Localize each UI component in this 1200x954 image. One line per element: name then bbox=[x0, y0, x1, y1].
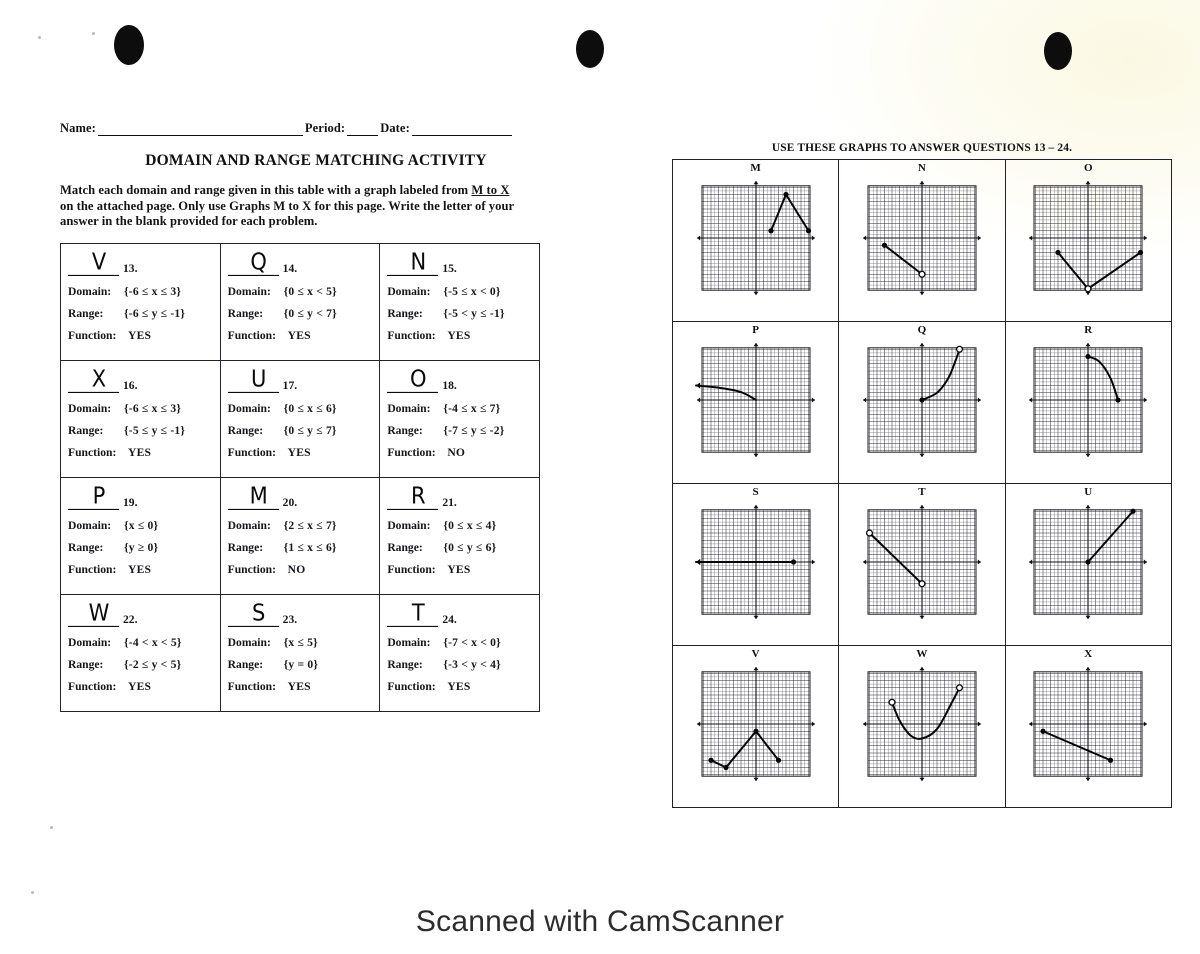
graph-row bbox=[673, 646, 1172, 808]
scan-speck bbox=[92, 32, 95, 35]
domain-value: {-4 ≤ x ≤ 7} bbox=[443, 401, 501, 415]
domain-value: {x ≤ 5} bbox=[283, 635, 318, 649]
instructions bbox=[60, 183, 572, 230]
answer-row bbox=[228, 366, 373, 393]
closed-endpoint bbox=[1041, 729, 1046, 734]
problem-cell-15 bbox=[380, 243, 540, 360]
page-title: DOMAIN AND RANGE MATCHING ACTIVITY bbox=[145, 152, 487, 169]
answer-blank[interactable]: V bbox=[68, 250, 119, 276]
problem-number: 15. bbox=[442, 261, 457, 275]
graph-label: R bbox=[1084, 324, 1093, 336]
instructions-underlined-range: M to X bbox=[471, 183, 510, 197]
graph-label: U bbox=[1084, 486, 1093, 498]
graph-row bbox=[673, 160, 1172, 322]
domain-line bbox=[68, 636, 213, 649]
graph-plot-t bbox=[856, 498, 988, 626]
domain-label: Domain: bbox=[227, 518, 271, 532]
range-value: {-7 ≤ y ≤ -2} bbox=[443, 423, 505, 437]
range-value: {-5 < y ≤ -1} bbox=[443, 306, 505, 320]
function-label: Function: bbox=[227, 445, 276, 459]
problem-cell-23 bbox=[220, 594, 380, 711]
answer-row bbox=[68, 366, 213, 393]
range-label: Range: bbox=[227, 423, 264, 437]
function-value: YES bbox=[287, 679, 311, 693]
student-info-row bbox=[60, 118, 572, 136]
graph-panel-heading: USE THESE GRAPHS TO ANSWER QUESTIONS 13 – 24. bbox=[771, 142, 1073, 154]
domain-line bbox=[68, 402, 213, 415]
answer-blank[interactable]: T bbox=[387, 601, 438, 627]
range-line bbox=[387, 658, 532, 671]
range-line bbox=[68, 424, 213, 437]
domain-value: {0 ≤ x < 5} bbox=[283, 284, 337, 298]
function-label: Function: bbox=[387, 328, 436, 342]
range-label: Range: bbox=[68, 423, 104, 437]
closed-endpoint bbox=[882, 243, 887, 248]
range-value: {-3 < y < 4} bbox=[443, 657, 501, 671]
open-endpoint bbox=[919, 581, 925, 587]
graph-plot-m bbox=[690, 174, 822, 302]
problem-cell-22 bbox=[61, 594, 221, 711]
graph-plot-w bbox=[856, 660, 988, 788]
range-label: Range: bbox=[68, 540, 104, 554]
problem-number: 20. bbox=[282, 495, 298, 509]
answer-row bbox=[387, 366, 532, 393]
closed-endpoint bbox=[806, 228, 811, 233]
range-label: Range: bbox=[227, 540, 264, 554]
answer-blank[interactable]: M bbox=[228, 484, 279, 510]
range-line bbox=[387, 541, 532, 554]
answer-blank[interactable]: P bbox=[68, 484, 119, 510]
domain-value: {-6 ≤ x ≤ 3} bbox=[124, 401, 182, 415]
instructions-part1: Match each domain and range given in this table with a graph labeled from bbox=[60, 183, 472, 197]
graph-cell-s[interactable] bbox=[673, 484, 839, 646]
function-label: Function: bbox=[227, 562, 276, 576]
scan-speck bbox=[31, 891, 34, 894]
open-endpoint bbox=[1085, 286, 1091, 292]
graph-cell-v[interactable] bbox=[673, 646, 839, 808]
closed-endpoint bbox=[1138, 250, 1143, 255]
graph-plot-o bbox=[1022, 174, 1154, 302]
graph-row bbox=[673, 322, 1172, 484]
closed-endpoint bbox=[1056, 250, 1061, 255]
function-value: YES bbox=[128, 445, 152, 459]
graph-cell-p[interactable] bbox=[673, 322, 839, 484]
closed-endpoint bbox=[1108, 758, 1113, 763]
closed-endpoint bbox=[753, 729, 758, 734]
range-label: Range: bbox=[68, 657, 104, 671]
range-line bbox=[228, 541, 373, 554]
problem-number: 24. bbox=[442, 612, 457, 626]
graph-label: Q bbox=[917, 324, 927, 336]
domain-label: Domain: bbox=[68, 635, 112, 649]
answer-row bbox=[68, 600, 213, 627]
graph-cell-m[interactable] bbox=[673, 160, 839, 322]
function-line bbox=[228, 329, 373, 342]
function-value: YES bbox=[128, 328, 152, 342]
domain-value: {x ≤ 0} bbox=[124, 518, 159, 532]
closed-endpoint bbox=[1086, 354, 1091, 359]
graph-label: M bbox=[750, 162, 761, 174]
range-label: Range: bbox=[227, 657, 264, 671]
function-value: YES bbox=[128, 679, 152, 693]
answer-blank[interactable]: X bbox=[68, 367, 119, 393]
problem-cell-14 bbox=[220, 243, 380, 360]
function-value: YES bbox=[447, 679, 471, 693]
function-line bbox=[68, 680, 213, 693]
range-label: Range: bbox=[387, 423, 423, 437]
domain-line bbox=[68, 519, 213, 532]
function-line bbox=[68, 329, 213, 342]
domain-value: {-4 < x < 5} bbox=[124, 635, 182, 649]
domain-value: {0 ≤ x ≤ 4} bbox=[443, 518, 497, 532]
scan-speck bbox=[38, 36, 41, 39]
period-label: Period: bbox=[304, 121, 346, 135]
function-line bbox=[387, 563, 532, 576]
answer-blank[interactable]: Q bbox=[228, 250, 279, 276]
hole-punch-left bbox=[114, 25, 144, 65]
problem-cell-20 bbox=[220, 477, 380, 594]
graph-plot-v bbox=[690, 660, 822, 788]
range-line bbox=[228, 424, 373, 437]
domain-line bbox=[228, 285, 373, 298]
problem-number: 22. bbox=[123, 612, 138, 626]
problem-cell-21 bbox=[380, 477, 540, 594]
closed-endpoint bbox=[1131, 509, 1136, 514]
range-line bbox=[387, 307, 532, 320]
graph-plot-q bbox=[856, 336, 988, 464]
range-line bbox=[68, 307, 213, 320]
domain-range-table bbox=[60, 243, 540, 712]
domain-label: Domain: bbox=[68, 284, 112, 298]
domain-line bbox=[387, 636, 532, 649]
closed-endpoint bbox=[768, 228, 773, 233]
range-line bbox=[228, 658, 373, 671]
graph-cell-q[interactable] bbox=[839, 322, 1005, 484]
graph-panel bbox=[672, 142, 1172, 808]
range-value: {-6 ≤ y ≤ -1} bbox=[124, 306, 186, 320]
function-label: Function: bbox=[68, 562, 117, 576]
function-value: YES bbox=[447, 328, 471, 342]
domain-line bbox=[387, 402, 532, 415]
answer-row bbox=[387, 483, 532, 510]
problem-cell-24 bbox=[380, 594, 540, 711]
domain-label: Domain: bbox=[227, 284, 271, 298]
function-label: Function: bbox=[227, 679, 276, 693]
domain-line bbox=[387, 519, 532, 532]
domain-value: {2 ≤ x ≤ 7} bbox=[283, 518, 337, 532]
worksheet-body bbox=[60, 118, 572, 712]
graph-cell-r[interactable] bbox=[1005, 322, 1171, 484]
range-label: Range: bbox=[387, 657, 423, 671]
closed-endpoint bbox=[1116, 397, 1121, 402]
graph-label: S bbox=[752, 486, 759, 498]
closed-endpoint bbox=[708, 758, 713, 763]
domain-value: {0 ≤ x ≤ 6} bbox=[283, 401, 337, 415]
graph-plot-s bbox=[690, 498, 822, 626]
ray-arrowhead bbox=[696, 559, 700, 565]
function-value: YES bbox=[128, 562, 152, 576]
problem-number: 18. bbox=[442, 378, 457, 392]
open-endpoint bbox=[919, 271, 925, 277]
closed-endpoint bbox=[783, 192, 788, 197]
problem-cell-17 bbox=[220, 360, 380, 477]
date-label: Date: bbox=[380, 121, 410, 135]
answer-blank[interactable]: R bbox=[387, 484, 438, 510]
instructions-part3: answer in the blank provided for each problem. bbox=[60, 214, 318, 229]
problem-number: 13. bbox=[123, 261, 138, 275]
answer-row bbox=[68, 249, 213, 276]
closed-endpoint bbox=[1086, 559, 1091, 564]
range-value: {0 ≤ y ≤ 6} bbox=[443, 540, 497, 554]
problem-number: 21. bbox=[442, 495, 457, 509]
range-line bbox=[68, 658, 213, 671]
problem-cell-13 bbox=[61, 243, 221, 360]
range-label: Range: bbox=[387, 306, 423, 320]
domain-label: Domain: bbox=[387, 518, 431, 532]
domain-label: Domain: bbox=[227, 635, 271, 649]
answer-row bbox=[68, 483, 213, 510]
problem-cell-16 bbox=[61, 360, 221, 477]
closed-endpoint bbox=[776, 758, 781, 763]
domain-line bbox=[228, 519, 373, 532]
open-endpoint bbox=[889, 699, 895, 705]
range-line bbox=[228, 307, 373, 320]
problem-number: 17. bbox=[282, 378, 298, 392]
scan-speck bbox=[50, 826, 53, 829]
range-value: {y = 0} bbox=[283, 657, 319, 671]
range-value: {0 ≤ y ≤ 7} bbox=[283, 423, 337, 437]
graph-plot-x bbox=[1022, 660, 1154, 788]
answer-row bbox=[228, 600, 373, 627]
function-value: YES bbox=[287, 445, 311, 459]
graph-label: X bbox=[1084, 648, 1093, 660]
graph-plot-u bbox=[1022, 498, 1154, 626]
domain-label: Domain: bbox=[227, 401, 271, 415]
hole-punch-center bbox=[576, 30, 604, 68]
answer-blank[interactable]: O bbox=[387, 367, 438, 393]
function-line bbox=[387, 446, 532, 459]
function-line bbox=[387, 329, 532, 342]
open-endpoint bbox=[867, 530, 873, 536]
function-label: Function: bbox=[68, 679, 117, 693]
graph-cell-x[interactable] bbox=[1005, 646, 1171, 808]
range-label: Range: bbox=[227, 306, 264, 320]
graph-cell-t[interactable] bbox=[839, 484, 1005, 646]
domain-line bbox=[387, 285, 532, 298]
answer-row bbox=[387, 600, 532, 627]
range-value: {y ≥ 0} bbox=[124, 540, 159, 554]
name-label: Name: bbox=[60, 121, 96, 135]
graph-cell-w[interactable] bbox=[839, 646, 1005, 808]
graph-label: O bbox=[1083, 162, 1093, 174]
answer-row bbox=[228, 483, 373, 510]
problem-number: 14. bbox=[282, 261, 298, 275]
graph-label: P bbox=[752, 324, 760, 336]
function-label: Function: bbox=[387, 562, 436, 576]
function-label: Function: bbox=[227, 328, 276, 342]
function-label: Function: bbox=[68, 328, 117, 342]
function-label: Function: bbox=[387, 679, 436, 693]
range-value: {0 ≤ y < 7} bbox=[283, 306, 337, 320]
hole-punch-right bbox=[1044, 32, 1072, 70]
open-endpoint bbox=[957, 346, 963, 352]
function-line bbox=[68, 563, 213, 576]
period-input[interactable] bbox=[347, 122, 378, 136]
ray-arrowhead bbox=[696, 382, 700, 388]
domain-label: Domain: bbox=[387, 635, 431, 649]
problem-number: 19. bbox=[123, 495, 138, 509]
function-line bbox=[228, 563, 373, 576]
function-value: NO bbox=[447, 445, 466, 459]
closed-endpoint bbox=[723, 765, 728, 770]
table-row bbox=[61, 477, 540, 594]
problem-number: 23. bbox=[282, 612, 298, 626]
domain-label: Domain: bbox=[68, 518, 112, 532]
problem-cell-18 bbox=[380, 360, 540, 477]
range-line bbox=[68, 541, 213, 554]
range-label: Range: bbox=[387, 540, 423, 554]
open-endpoint bbox=[957, 685, 963, 691]
domain-value: {-6 ≤ x ≤ 3} bbox=[124, 284, 182, 298]
domain-value: {-5 ≤ x < 0} bbox=[443, 284, 501, 298]
graph-plot-r bbox=[1022, 336, 1154, 464]
answer-blank[interactable]: S bbox=[228, 601, 279, 627]
graph-row bbox=[673, 484, 1172, 646]
function-line bbox=[228, 446, 373, 459]
function-label: Function: bbox=[68, 445, 117, 459]
instructions-part2: on the attached page. Only use Graphs M to X for this page. Write the letter of your bbox=[60, 198, 515, 213]
domain-line bbox=[228, 636, 373, 649]
domain-value: {-7 < x < 0} bbox=[443, 635, 501, 649]
range-value: {-5 ≤ y ≤ -1} bbox=[124, 423, 186, 437]
function-line bbox=[387, 680, 532, 693]
function-label: Function: bbox=[387, 445, 436, 459]
domain-line bbox=[68, 285, 213, 298]
graph-label: T bbox=[918, 486, 926, 498]
closed-endpoint bbox=[919, 397, 924, 402]
graph-plot-n bbox=[856, 174, 988, 302]
answer-blank[interactable]: N bbox=[387, 250, 438, 276]
answer-row bbox=[228, 249, 373, 276]
graph-cell-u[interactable] bbox=[1005, 484, 1171, 646]
table-row bbox=[61, 594, 540, 711]
function-value: NO bbox=[287, 562, 306, 576]
date-input[interactable] bbox=[412, 122, 512, 136]
domain-label: Domain: bbox=[68, 401, 112, 415]
answer-blank[interactable]: W bbox=[68, 601, 119, 627]
function-value: YES bbox=[287, 328, 311, 342]
range-value: {-2 ≤ y < 5} bbox=[124, 657, 182, 671]
graph-label: W bbox=[916, 648, 928, 660]
function-value: YES bbox=[447, 562, 471, 576]
answer-blank[interactable]: U bbox=[228, 367, 279, 393]
graph-cell-n[interactable] bbox=[839, 160, 1005, 322]
graph-cell-o[interactable] bbox=[1005, 160, 1171, 322]
closed-endpoint bbox=[791, 559, 796, 564]
function-line bbox=[68, 446, 213, 459]
graph-plot-p bbox=[690, 336, 822, 464]
function-line bbox=[228, 680, 373, 693]
range-value: {1 ≤ x ≤ 6} bbox=[283, 540, 337, 554]
graph-grid bbox=[672, 159, 1172, 808]
graph-label: N bbox=[917, 162, 927, 174]
domain-line bbox=[228, 402, 373, 415]
domain-label: Domain: bbox=[387, 401, 431, 415]
problem-cell-19 bbox=[61, 477, 221, 594]
answer-row bbox=[387, 249, 532, 276]
camscanner-watermark: Scanned with CamScanner bbox=[415, 905, 785, 938]
domain-label: Domain: bbox=[387, 284, 431, 298]
table-row bbox=[61, 360, 540, 477]
problem-number: 16. bbox=[123, 378, 138, 392]
range-line bbox=[387, 424, 532, 437]
graph-label: V bbox=[751, 648, 760, 660]
name-input[interactable] bbox=[98, 122, 303, 136]
range-label: Range: bbox=[68, 306, 104, 320]
table-row bbox=[61, 243, 540, 360]
